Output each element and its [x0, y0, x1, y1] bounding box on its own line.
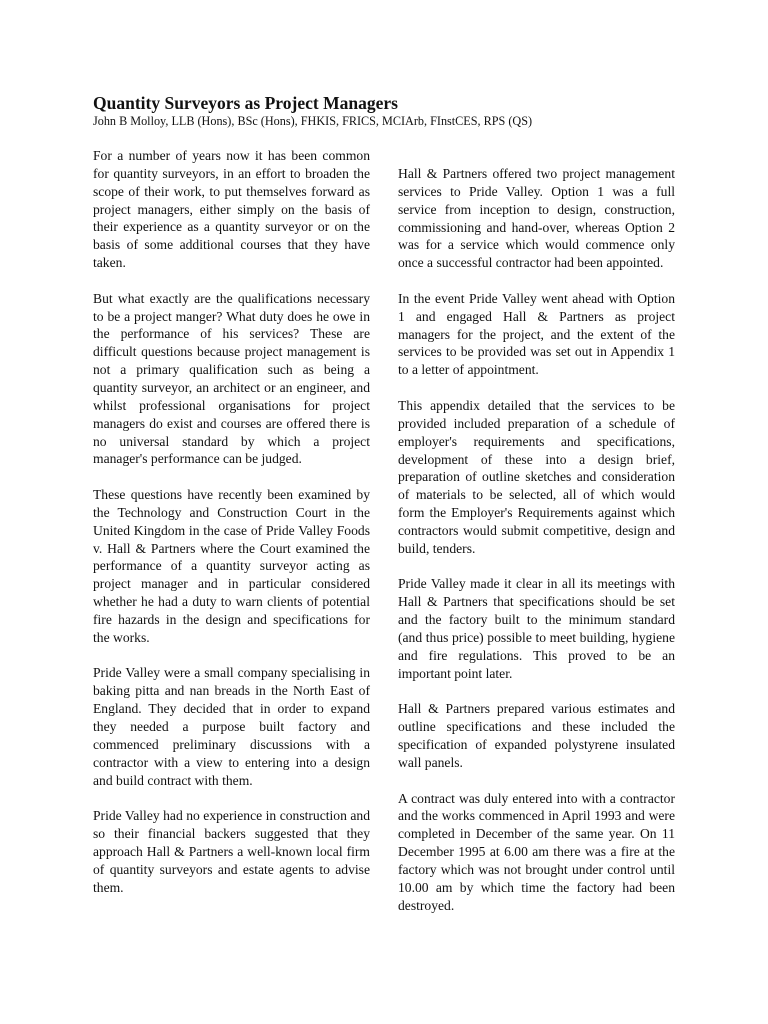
- paragraph: This appendix detailed that the services to be provided included preparation of a schedule of employer's requirements and specifications, development of these into a design brief, preparation of outline sketches and consideration of materials to be selected, all of which would form the Employer's Requirements against which contractors would submit competitive, design and build, tenders.: [398, 397, 675, 556]
- article-title: Quantity Surveyors as Project Managers: [93, 93, 398, 113]
- paragraph: Pride Valley were a small company specialising in baking pitta and nan breads in the North East of England. They decided that in order to expand they needed a purpose built factory and commenced preliminary discussions with a contractor with a view to entering into a design and build contract with them.: [93, 665, 370, 788]
- paragraph: Hall & Partners offered two project management services to Pride Valley. Option 1 was a full service from inception to design, construction, commissioning and hand-over, whereas Option 2 was for a service which would commence only once a successful contractor had been appointed.: [398, 166, 675, 271]
- paragraph: But what exactly are the qualifications necessary to be a project manger? What duty does he owe in the performance of his services? These are difficult questions because project management is not a primary qualification such as being a quantity surveyor, an architect or an engineer, and whilst professional organisations for project managers do exist and courses are offered there is no universal standard by which a project manager's performance can be judged.: [93, 290, 370, 467]
- paragraph: For a number of years now it has been common for quantity surveyors, in an effort to broaden the scope of their work, to put themselves forward as project managers, either simply on the basis of their experience as a quantity surveyor or on the basis of some additional courses that they have taken.: [93, 148, 370, 271]
- paragraph: Hall & Partners prepared various estimates and outline specifications and these included the specification of expanded polystyrene insulated wall panels.: [398, 701, 675, 770]
- paragraph: In the event Pride Valley went ahead with Option 1 and engaged Hall & Partners as project managers for the project, and the extent of the services to be provided was set out in Appendix 1 to a letter of appointment.: [398, 290, 675, 378]
- paragraph: Pride Valley had no experience in construction and so their financial backers suggested that they approach Hall & Partners a well-known local firm of quantity surveyors and estate agents to advise them.: [93, 808, 370, 895]
- left-column: [93, 147, 370, 914]
- right-column: [398, 165, 675, 932]
- paragraph: Pride Valley made it clear in all its meetings with Hall & Partners that specifications should be set and the factory built to the minimum standard (and thus price) possible to meet building, hygiene and fire regulations. This proved to be an important point later.: [398, 576, 675, 681]
- paragraph: These questions have recently been examined by the Technology and Construction Court in the United Kingdom in the case of Pride Valley Foods v. Hall & Partners where the Court examined the performance of a quantity surveyor acting as project manager and in particular considered whether he had a duty to warn clients of potential fire hazards in the design and specifications for the works.: [93, 487, 370, 645]
- paragraph: A contract was duly entered into with a contractor and the works commenced in April 1993 and were completed in December of the same year. On 11 December 1995 at 6.00 am there was a fire at the factory which was not brought under control until 10.00 am by which time the factory had been destroyed.: [398, 790, 675, 913]
- author-credentials: John B Molloy, LLB (Hons), BSc (Hons), FHKIS, FRICS, MCIArb, FInstCES, RPS (QS): [93, 114, 533, 128]
